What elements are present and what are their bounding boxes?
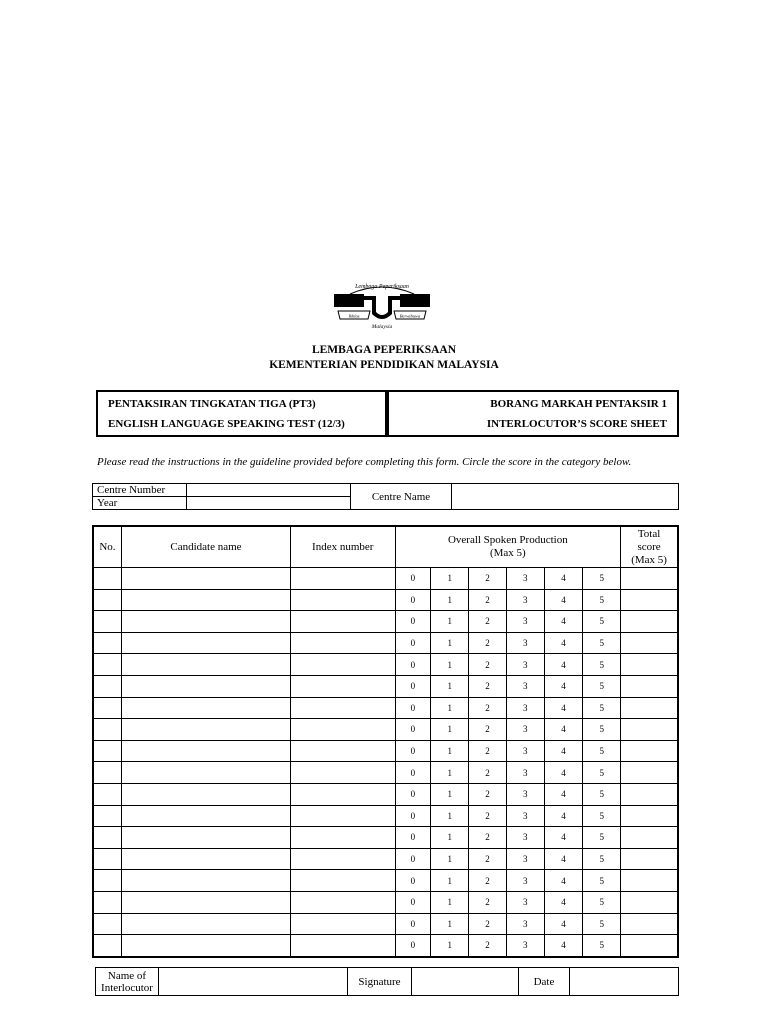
score-option-0[interactable]: 0 [395, 891, 431, 913]
score-option-2[interactable]: 2 [469, 697, 507, 719]
row-number-cell[interactable] [93, 589, 121, 611]
table-row [93, 589, 678, 611]
row-number-cell[interactable] [93, 632, 121, 654]
candidate-name-cell[interactable] [121, 827, 290, 849]
index-number-cell[interactable] [291, 632, 395, 654]
year-label: Year [93, 497, 187, 510]
score-option-4[interactable]: 4 [544, 870, 583, 892]
score-option-1[interactable]: 1 [431, 697, 469, 719]
logo-left-block [334, 294, 364, 307]
candidate-name-cell[interactable] [121, 935, 290, 957]
total-score-cell[interactable] [621, 697, 678, 719]
index-number-cell[interactable] [291, 891, 395, 913]
interlocutor-name-label-line2: Interlocutor [101, 981, 153, 994]
score-option-3[interactable]: 3 [506, 632, 544, 654]
candidate-name-cell[interactable] [121, 654, 290, 676]
score-option-2[interactable]: 2 [469, 632, 507, 654]
score-option-0[interactable]: 0 [395, 913, 431, 935]
score-option-1[interactable]: 1 [431, 935, 469, 957]
score-option-2[interactable]: 2 [469, 848, 507, 870]
candidate-name-cell[interactable] [121, 740, 290, 762]
row-number-cell[interactable] [93, 783, 121, 805]
row-number-cell[interactable] [93, 848, 121, 870]
centre-number-field[interactable] [187, 484, 351, 497]
score-option-4[interactable]: 4 [544, 568, 583, 590]
index-number-cell[interactable] [291, 611, 395, 633]
form-title-line1: BORANG MARKAH PENTAKSIR 1 [490, 398, 667, 410]
table-row [93, 568, 678, 590]
logo-ribbon-right-text: Berwibawa [399, 313, 421, 319]
table-row [93, 632, 678, 654]
total-score-cell[interactable] [621, 632, 678, 654]
score-option-4[interactable]: 4 [544, 632, 583, 654]
candidate-name-cell[interactable] [121, 568, 290, 590]
table-row [93, 935, 678, 957]
score-option-0[interactable]: 0 [395, 611, 431, 633]
score-option-0[interactable]: 0 [395, 719, 431, 741]
table-row [93, 805, 678, 827]
score-option-3[interactable]: 3 [506, 891, 544, 913]
total-score-cell[interactable] [621, 589, 678, 611]
table-row [93, 719, 678, 741]
score-option-0[interactable]: 0 [395, 935, 431, 957]
total-score-cell[interactable] [621, 848, 678, 870]
score-option-3[interactable]: 3 [506, 740, 544, 762]
test-title-line1: PENTAKSIRAN TINGKATAN TIGA (PT3) [108, 398, 316, 410]
score-option-5[interactable]: 5 [583, 848, 621, 870]
score-option-2[interactable]: 2 [469, 762, 507, 784]
score-option-5[interactable]: 5 [583, 719, 621, 741]
score-option-2[interactable]: 2 [469, 568, 507, 590]
row-number-cell[interactable] [93, 740, 121, 762]
score-table [92, 525, 679, 958]
score-option-5[interactable]: 5 [583, 568, 621, 590]
total-score-cell[interactable] [621, 783, 678, 805]
score-option-4[interactable]: 4 [544, 827, 583, 849]
score-option-0[interactable]: 0 [395, 675, 431, 697]
score-option-2[interactable]: 2 [469, 719, 507, 741]
row-number-cell[interactable] [93, 568, 121, 590]
row-number-cell[interactable] [93, 697, 121, 719]
interlocutor-name-field[interactable] [159, 968, 348, 996]
score-option-5[interactable]: 5 [583, 740, 621, 762]
date-field[interactable] [570, 968, 679, 996]
score-option-4[interactable]: 4 [544, 719, 583, 741]
score-option-2[interactable]: 2 [469, 870, 507, 892]
score-option-3[interactable]: 3 [506, 719, 544, 741]
candidate-name-cell[interactable] [121, 913, 290, 935]
table-row [93, 654, 678, 676]
score-option-1[interactable]: 1 [431, 632, 469, 654]
score-option-0[interactable]: 0 [395, 654, 431, 676]
score-option-2[interactable]: 2 [469, 935, 507, 957]
candidate-name-cell[interactable] [121, 783, 290, 805]
score-option-0[interactable]: 0 [395, 740, 431, 762]
score-option-3[interactable]: 3 [506, 568, 544, 590]
table-row [93, 697, 678, 719]
score-option-3[interactable]: 3 [506, 762, 544, 784]
index-number-cell[interactable] [291, 783, 395, 805]
score-option-1[interactable]: 1 [431, 719, 469, 741]
total-score-cell[interactable] [621, 805, 678, 827]
score-option-4[interactable]: 4 [544, 697, 583, 719]
score-option-0[interactable]: 0 [395, 783, 431, 805]
table-row [93, 675, 678, 697]
col-header-overall-line2: (Max 5) [489, 547, 526, 559]
index-number-cell[interactable] [291, 719, 395, 741]
row-number-cell[interactable] [93, 935, 121, 957]
score-option-0[interactable]: 0 [395, 870, 431, 892]
score-option-1[interactable]: 1 [431, 675, 469, 697]
interlocutor-signature-table [95, 967, 679, 996]
candidate-name-cell[interactable] [121, 762, 290, 784]
score-option-2[interactable]: 2 [469, 805, 507, 827]
org-name-line2: KEMENTERIAN PENDIDIKAN MALAYSIA [269, 359, 499, 371]
score-option-5[interactable]: 5 [583, 827, 621, 849]
total-score-cell[interactable] [621, 719, 678, 741]
row-number-cell[interactable] [93, 891, 121, 913]
score-option-1[interactable]: 1 [431, 568, 469, 590]
score-option-4[interactable]: 4 [544, 805, 583, 827]
score-option-4[interactable]: 4 [544, 762, 583, 784]
centre-name-field[interactable] [452, 484, 679, 510]
index-number-cell[interactable] [291, 675, 395, 697]
table-row [93, 611, 678, 633]
exam-board-logo [330, 278, 434, 330]
total-score-cell[interactable] [621, 913, 678, 935]
instructions-text: Please read the instructions in the guideline provided before completing this form. Circle the score in the category below. [97, 456, 632, 468]
candidate-name-cell[interactable] [121, 870, 290, 892]
total-score-cell[interactable] [621, 935, 678, 957]
index-number-cell[interactable] [291, 568, 395, 590]
candidate-name-cell[interactable] [121, 848, 290, 870]
score-option-2[interactable]: 2 [469, 827, 507, 849]
col-header-candidate: Candidate name [121, 526, 290, 568]
score-option-2[interactable]: 2 [469, 675, 507, 697]
score-option-0[interactable]: 0 [395, 632, 431, 654]
score-option-1[interactable]: 1 [431, 848, 469, 870]
index-number-cell[interactable] [291, 935, 395, 957]
index-number-cell[interactable] [291, 848, 395, 870]
col-header-overall [395, 526, 621, 568]
centre-number-label: Centre Number [93, 484, 187, 497]
form-title-line2: INTERLOCUTOR’S SCORE SHEET [486, 418, 667, 430]
index-number-cell[interactable] [291, 740, 395, 762]
score-option-5[interactable]: 5 [583, 697, 621, 719]
score-option-3[interactable]: 3 [506, 675, 544, 697]
score-option-3[interactable]: 3 [506, 848, 544, 870]
score-option-4[interactable]: 4 [544, 891, 583, 913]
score-option-0[interactable]: 0 [395, 697, 431, 719]
score-option-2[interactable]: 2 [469, 654, 507, 676]
table-row [93, 913, 678, 935]
index-number-cell[interactable] [291, 805, 395, 827]
interlocutor-name-label-line1: Name of [107, 969, 147, 982]
candidate-name-cell[interactable] [121, 805, 290, 827]
score-option-2[interactable]: 2 [469, 783, 507, 805]
score-option-1[interactable]: 1 [431, 762, 469, 784]
candidate-name-cell[interactable] [121, 611, 290, 633]
score-option-0[interactable]: 0 [395, 568, 431, 590]
score-option-5[interactable]: 5 [583, 870, 621, 892]
test-title-box [96, 390, 387, 437]
score-option-0[interactable]: 0 [395, 762, 431, 784]
score-option-2[interactable]: 2 [469, 589, 507, 611]
signature-field[interactable] [412, 968, 519, 996]
score-option-4[interactable]: 4 [544, 783, 583, 805]
score-rows [93, 568, 678, 957]
score-option-5[interactable]: 5 [583, 913, 621, 935]
score-option-1[interactable]: 1 [431, 870, 469, 892]
score-option-3[interactable]: 3 [506, 611, 544, 633]
score-option-1[interactable]: 1 [431, 827, 469, 849]
index-number-cell[interactable] [291, 762, 395, 784]
score-option-5[interactable]: 5 [583, 805, 621, 827]
score-option-1[interactable]: 1 [431, 654, 469, 676]
logo-bell-shape [364, 296, 400, 319]
total-score-cell[interactable] [621, 740, 678, 762]
score-option-4[interactable]: 4 [544, 589, 583, 611]
interlocutor-name-label [96, 968, 159, 996]
score-option-1[interactable]: 1 [431, 805, 469, 827]
score-option-2[interactable]: 2 [469, 913, 507, 935]
score-option-4[interactable]: 4 [544, 848, 583, 870]
row-number-cell[interactable] [93, 913, 121, 935]
score-option-3[interactable]: 3 [506, 654, 544, 676]
date-label: Date [519, 968, 570, 996]
col-header-total-line3: (Max 5) [631, 553, 667, 566]
col-header-index: Index number [291, 526, 395, 568]
score-option-3[interactable]: 3 [506, 935, 544, 957]
col-header-overall-line1: Overall Spoken Production [447, 534, 568, 546]
total-score-cell[interactable] [621, 654, 678, 676]
logo-right-block [400, 294, 430, 307]
index-number-cell[interactable] [291, 913, 395, 935]
score-option-0[interactable]: 0 [395, 827, 431, 849]
row-number-cell[interactable] [93, 675, 121, 697]
row-number-cell[interactable] [93, 870, 121, 892]
score-option-1[interactable]: 1 [431, 611, 469, 633]
score-option-5[interactable]: 5 [583, 589, 621, 611]
score-option-4[interactable]: 4 [544, 913, 583, 935]
total-score-cell[interactable] [621, 827, 678, 849]
org-name-line1: LEMBAGA PEPERIKSAAN [311, 344, 457, 356]
score-option-1[interactable]: 1 [431, 783, 469, 805]
score-option-4[interactable]: 4 [544, 675, 583, 697]
score-option-5[interactable]: 5 [583, 762, 621, 784]
score-option-1[interactable]: 1 [431, 891, 469, 913]
table-row [93, 783, 678, 805]
score-option-3[interactable]: 3 [506, 805, 544, 827]
score-option-0[interactable]: 0 [395, 589, 431, 611]
score-option-1[interactable]: 1 [431, 589, 469, 611]
score-option-4[interactable]: 4 [544, 935, 583, 957]
col-header-no: No. [93, 526, 121, 568]
score-option-3[interactable]: 3 [506, 913, 544, 935]
total-score-cell[interactable] [621, 611, 678, 633]
score-option-3[interactable]: 3 [506, 870, 544, 892]
score-option-1[interactable]: 1 [431, 913, 469, 935]
score-option-4[interactable]: 4 [544, 654, 583, 676]
candidate-name-cell[interactable] [121, 675, 290, 697]
col-header-total-line1: Total [637, 527, 661, 540]
candidate-name-cell[interactable] [121, 632, 290, 654]
score-option-3[interactable]: 3 [506, 589, 544, 611]
score-option-2[interactable]: 2 [469, 611, 507, 633]
score-option-5[interactable]: 5 [583, 611, 621, 633]
col-header-total-line2: score [637, 540, 661, 553]
row-number-cell[interactable] [93, 654, 121, 676]
index-number-cell[interactable] [291, 589, 395, 611]
logo-top-text: Lembaga Peperiksaan [355, 284, 409, 290]
score-option-3[interactable]: 3 [506, 783, 544, 805]
total-score-cell[interactable] [621, 568, 678, 590]
logo-ribbon-left-text: Ikhlas [348, 313, 360, 319]
table-row [93, 740, 678, 762]
score-option-5[interactable]: 5 [583, 783, 621, 805]
total-score-cell[interactable] [621, 762, 678, 784]
row-number-cell[interactable] [93, 805, 121, 827]
score-option-5[interactable]: 5 [583, 632, 621, 654]
candidate-name-cell[interactable] [121, 891, 290, 913]
test-title-line2: ENGLISH LANGUAGE SPEAKING TEST (12/3) [108, 418, 345, 430]
score-option-3[interactable]: 3 [506, 697, 544, 719]
candidate-name-cell[interactable] [121, 719, 290, 741]
candidate-name-cell[interactable] [121, 589, 290, 611]
year-field[interactable] [187, 497, 351, 510]
form-title-box [387, 390, 679, 437]
score-option-3[interactable]: 3 [506, 827, 544, 849]
row-number-cell[interactable] [93, 719, 121, 741]
score-option-1[interactable]: 1 [431, 740, 469, 762]
score-option-2[interactable]: 2 [469, 740, 507, 762]
table-row [93, 848, 678, 870]
total-score-cell[interactable] [621, 891, 678, 913]
total-score-cell[interactable] [621, 870, 678, 892]
row-number-cell[interactable] [93, 827, 121, 849]
table-row [93, 870, 678, 892]
score-option-0[interactable]: 0 [395, 848, 431, 870]
total-score-cell[interactable] [621, 675, 678, 697]
table-row [93, 827, 678, 849]
score-option-4[interactable]: 4 [544, 611, 583, 633]
score-option-5[interactable]: 5 [583, 654, 621, 676]
row-number-cell[interactable] [93, 611, 121, 633]
candidate-name-cell[interactable] [121, 697, 290, 719]
score-option-5[interactable]: 5 [583, 935, 621, 957]
centre-info-table [92, 483, 679, 510]
score-option-0[interactable]: 0 [395, 805, 431, 827]
table-row [93, 891, 678, 913]
col-header-total [621, 526, 678, 568]
score-option-2[interactable]: 2 [469, 891, 507, 913]
index-number-cell[interactable] [291, 654, 395, 676]
index-number-cell[interactable] [291, 870, 395, 892]
row-number-cell[interactable] [93, 762, 121, 784]
logo-bottom-text: Malaysia [371, 324, 393, 330]
index-number-cell[interactable] [291, 697, 395, 719]
index-number-cell[interactable] [291, 827, 395, 849]
table-row [93, 762, 678, 784]
signature-label: Signature [348, 968, 412, 996]
score-option-5[interactable]: 5 [583, 891, 621, 913]
score-option-5[interactable]: 5 [583, 675, 621, 697]
centre-name-label: Centre Name [351, 484, 452, 510]
score-option-4[interactable]: 4 [544, 740, 583, 762]
